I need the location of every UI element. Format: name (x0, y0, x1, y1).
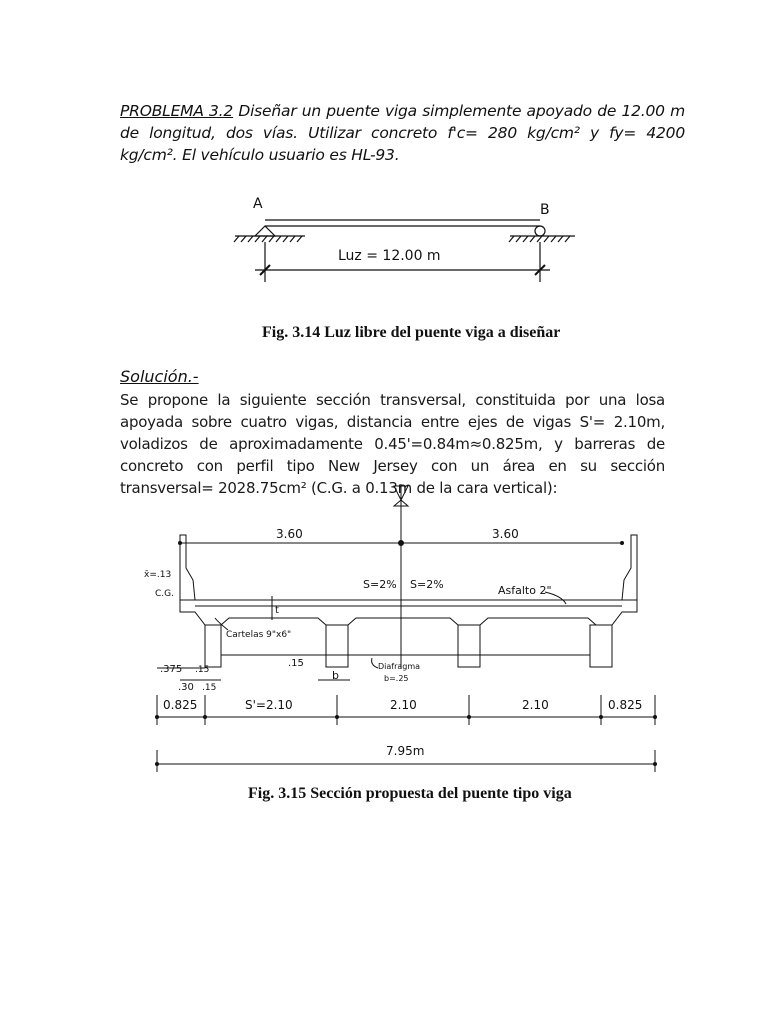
pin-support-a (255, 226, 275, 236)
dim-bottom-0: 0.825 (163, 698, 198, 712)
b-label: b (332, 669, 339, 682)
dim-15c-label: .15 (288, 658, 304, 669)
asphalt-label: Asfalto 2" (498, 584, 552, 597)
support-a-label: A (253, 196, 263, 212)
left-barrier (180, 535, 195, 600)
girder-4 (590, 625, 612, 667)
diafragma-label: Diafragma (378, 662, 421, 671)
dim-bottom-4: 0.825 (608, 698, 643, 712)
diafragma-b-label: b=.25 (384, 674, 409, 683)
dim-right-half: 3.60 (492, 527, 519, 541)
slab-bay-1 (221, 618, 326, 625)
dim-bottom-2: 2.10 (390, 698, 417, 712)
girder-3 (458, 625, 480, 667)
hatch-a (234, 236, 302, 242)
problem-text: Diseñar un puente viga simplemente apoyado de 12.00 m de longitud, dos vías. Utilizar concreto f'c= 280 kg/cm² y fy= 4200 kg/cm². El vehículo usuario es HL-93. (120, 102, 685, 164)
left-overhang (180, 600, 212, 625)
slope-right: S=2% (410, 578, 444, 591)
solution-heading: Solución.- (120, 367, 199, 386)
roller-support-b (535, 226, 545, 236)
cg-label: C.G. (155, 589, 174, 599)
right-overhang (605, 600, 637, 625)
dim-bottom-3: 2.10 (522, 698, 549, 712)
dim-30-label: .30 (178, 682, 194, 693)
cg-offset-label: x̄=.13 (144, 570, 172, 580)
dim-15b-label: .15 (202, 683, 217, 693)
problem-statement (120, 100, 685, 166)
problem-heading: PROBLEMA 3.2 (120, 102, 234, 120)
figure-3-14-beam-diagram (225, 190, 585, 300)
total-width-label: 7.95m (386, 744, 425, 758)
right-barrier (622, 535, 637, 600)
figure-3-15-cross-section (130, 478, 670, 778)
figure-3-14-caption: Fig. 3.14 Luz libre del puente viga a diseñar (262, 324, 561, 341)
figure-3-15-caption: Fig. 3.15 Sección propuesta del puente tipo viga (248, 785, 572, 802)
dimension-dots (155, 541, 657, 766)
slab-bay-2 (348, 618, 458, 625)
girder-2 (326, 625, 348, 667)
slope-left: S=2% (363, 578, 397, 591)
dim-15a-label: .15 (195, 665, 210, 675)
dim-375-label: .375 (160, 664, 183, 675)
span-label: Luz = 12.00 m (338, 248, 441, 264)
girder-1 (205, 625, 221, 667)
dim-bottom-1: S'=2.10 (245, 698, 293, 712)
hatch-b (509, 236, 570, 242)
slab-bay-3 (480, 618, 596, 625)
slab-thickness-label: t (275, 605, 279, 616)
cartelas-label: Cartelas 9"x6" (226, 630, 292, 640)
dim-left-half: 3.60 (276, 527, 303, 541)
support-b-label: B (540, 202, 550, 218)
solution-text: Se propone la siguiente sección transversal, constituida por una losa apoyada sobre cuatro vigas, distancia entre ejes de vigas S'= 2.10m, voladizos de aproximadamente 0.45'=0.84m≈0.825m, y barreras de concreto con perfil tipo New Jersey con un área en su sección transversal= 2028.75cm² (C.G. a 0.13m de la cara vertical): (120, 391, 665, 497)
